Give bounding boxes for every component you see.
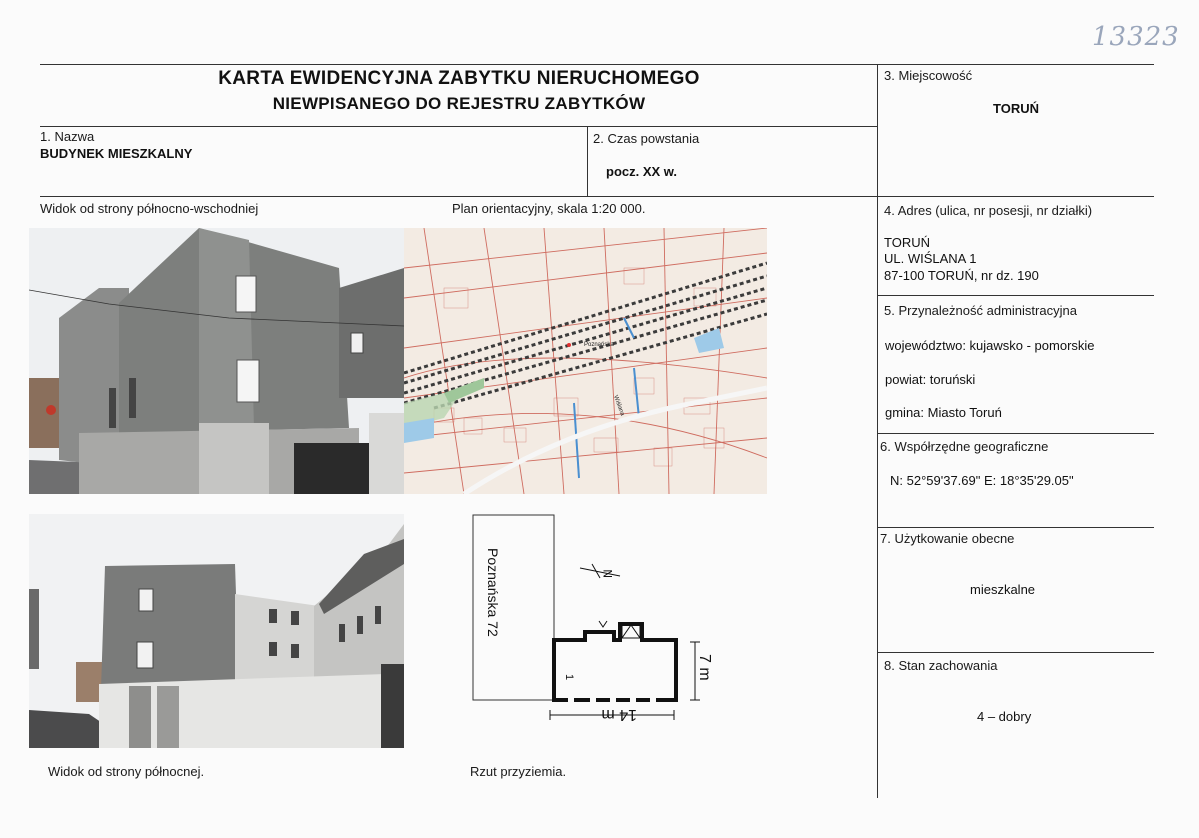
ground-floor-plan (470, 512, 730, 724)
name-value: BUDYNEK MIESZKALNY (40, 146, 193, 161)
rule-usage (878, 652, 1154, 653)
admin-commune: gmina: Miasto Toruń (885, 405, 1002, 420)
map-caption: Plan orientacyjny, skala 1:20 000. (452, 201, 646, 216)
divider-right-column (877, 64, 878, 798)
address-line-1: TORUŃ (884, 235, 930, 250)
address-line-2: UL. WIŚLANA 1 (884, 251, 977, 266)
address-label: 4. Adres (ulica, nr posesji, nr działki) (884, 203, 1093, 218)
locality-value: TORUŃ (993, 101, 1039, 116)
rule-coords (878, 527, 1154, 528)
map-label-street-2: Wiślana (612, 394, 626, 417)
admin-label: 5. Przynależność administracyjna (884, 303, 1077, 318)
coords-label: 6. Współrzędne geograficzne (880, 439, 1049, 454)
date-value: pocz. XX w. (606, 164, 678, 179)
plan-caption: Rzut przyziemia. (470, 764, 567, 779)
title-line-2: NIEWPISANEGO DO REJESTRU ZABYTKÓW (272, 94, 646, 113)
condition-label: 8. Stan zachowania (884, 658, 998, 673)
map-label-street-1: Poznańska (584, 342, 614, 348)
plan-room-number: 1 (563, 674, 575, 681)
usage-value: mieszkalne (970, 582, 1036, 597)
date-label: 2. Czas powstania (593, 131, 700, 146)
rule-address (878, 295, 1154, 296)
title-line-1: KARTA EWIDENCYJNA ZABYTKU NIERUCHOMEGO (218, 68, 700, 89)
condition-value: 4 – dobry (977, 709, 1032, 724)
admin-voivodeship: województwo: kujawsko - pomorskie (885, 338, 1095, 353)
title-rule (40, 126, 878, 127)
photo1-caption: Widok od strony północno-wschodniej (40, 201, 259, 216)
photo-northeast-view (29, 228, 404, 494)
address-line-3: 87-100 TORUŃ, nr dz. 190 (884, 268, 1039, 283)
locality-label: 3. Miejscowość (884, 68, 973, 83)
plan-street-label: Poznańska 72 (485, 548, 501, 637)
usage-label: 7. Użytkowanie obecne (880, 531, 1015, 546)
orientation-map (404, 228, 767, 494)
divider-name-date (587, 126, 588, 196)
photo-north-view (29, 514, 404, 748)
rule-admin (878, 433, 1154, 434)
catalog-number: 13323 (1092, 22, 1180, 52)
name-label: 1. Nazwa (40, 129, 95, 144)
plan-depth-label: 7 m (696, 654, 713, 681)
coords-value: N: 52°59'37.69" E: 18°35'29.05" (890, 473, 1074, 488)
top-rule (40, 64, 1154, 65)
plan-width-label: 14 m (601, 706, 637, 723)
photo2-caption: Widok od strony północnej. (48, 764, 205, 779)
fields-rule (40, 196, 1154, 197)
admin-county: powiat: toruński (885, 372, 976, 387)
plan-north-label: N (601, 569, 615, 578)
